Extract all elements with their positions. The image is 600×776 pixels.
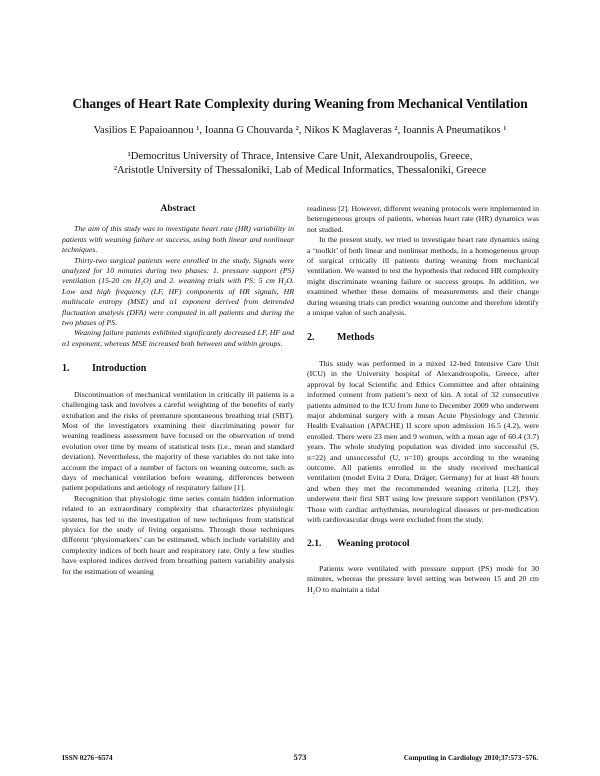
body-paragraph: In the present study, we tried to investigate heart rate dynamics using a ‘toolkit’ of both linear and nonlinear methods, in a homogeneous group of surgical critically ill patients during weaning from mechanical ventilation. We wanted to test the hypothesis that reduced HR complexity might discriminate weaning failure or success groups. In addition, we examined whether these domains of measurements and their change during weaning trials can predict weaning outcome and therefore identify a unique value of such analysis. [307, 235, 539, 318]
section-heading-introduction [62, 364, 294, 374]
footer-citation: Computing in Cardiology 2010;37:573−576. [403, 754, 538, 762]
section-number: 1. [62, 363, 70, 375]
section-title: Methods [337, 332, 375, 344]
section-number: 2. [307, 332, 315, 344]
abstract-paragraph: Thirty-two surgical patients were enrolled in the study. Signals were analyzed for 10 minutes during two phases: 1. pressure support (PS) ventilation (15-20 cm H₂O) and 2. weaning trials with PS: 5 cm H₂O. Low and high frequency (LF, HF) components of HR signals, HR multiscale entropy (MSE) and α1 exponent derived from detrended fluctuation analysis (DFA) were computed in all patients and during the two phases of PS. [62, 255, 294, 328]
section-title: Introduction [92, 363, 147, 375]
subsection-title: Weaning protocol [337, 538, 410, 550]
author-list: Vasilios E Papaioannou ¹, Ioanna G Chouvarda ², Nikos K Maglaveras ², Ioannis A Pneumatikos ¹ [93, 125, 507, 136]
body-paragraph: Discontinuation of mechanical ventilation in critically ill patients is a challenging task and involves a careful weighting of the benefits of early extubation and the risks of premature spontaneous breathing trial (SBT). Most of the investigators examining their discriminating power for weaning readiness assessment have focused on the observation of trend evolution over time by means of statistical tests (i.e., mean and standard deviation). Nevertheless, the majority of these variables do not take into account the impact of a number of factors on weaning outcome, such as days of mechanical ventilation before weaning, differences between patient populations and aetiology of respiratory failure [1]. [62, 389, 294, 493]
abstract-heading: Abstract [160, 204, 196, 214]
body-paragraph: Patients were ventilated with pressure support (PS) mode for 30 minutes, whereas the pressure level setting was between 15 and 20 cm H₂O to maintain a tidal [307, 563, 539, 594]
body-paragraph: readiness [2]. However, different weaning protocols were implemented in heterogeneous groups of patients, whereas heart rate (HR) dynamics was not studied. [307, 204, 539, 234]
subsection-number: 2.1. [307, 538, 322, 550]
footer-page-number: 573 [293, 752, 307, 762]
subsection-heading-weaning-protocol [307, 539, 539, 549]
body-paragraph: Recognition that physiologic time series contain hidden information related to an extraordinary complexity that characterizes physiologic systems, has led to the investigation of new techniques from statistical physics for the study of living organisms. Through those techniques different ‘physiomarkers’ can be estimated, which include variability and complexity indices of both heart and respiratory rate. Only a few studies have explored indices derived from breathing pattern variability analysis for the estimation of weaning [62, 493, 294, 576]
section-heading-methods [307, 333, 539, 343]
abstract-section [62, 204, 294, 349]
affiliation-1: ¹Democritus University of Thrace, Intensive Care Unit, Alexandroupolis, Greece, [127, 151, 473, 162]
footer-issn: ISSN 0276−6574 [62, 754, 113, 762]
abstract-paragraph: Weaning failure patients exhibited significantly decreased LF, HF and α1 exponent, whereas MSE increased both between and within groups. [62, 328, 294, 348]
paper-title: Changes of Heart Rate Complexity during Weaning from Mechanical Ventilation [72, 96, 528, 111]
body-paragraph: This study was performed in a mixed 12-bed Intensive Care Unit (ICU) in the University hospital of Alexandroupolis, Greece, after approval by local Scientific and Ethics Committee and after obtaining informed consent from patient’s next of kin. A total of 32 consecutive patients admitted to the ICU from June to December 2009 who underwent major abdominal surgery with a mean Acute Physiology and Chronic Health Evaluation (APACHE) II score upon admission 16.5 (4.2), were enrolled. There were 23 men and 9 women, with a mean age of 60.4 (3.7) years. The whole studying population was divided into successful (S, n=22) and unsuccessful (U, n=10) groups according to the weaning outcome. All patients enrolled in the study received mechanical ventilation (model Evita 2 Dura, Dräger, Germany) for at least 48 hours and when they met the recommended weaning criteria [1,2], they underwent their first SBT using low pressure support ventilation (PSV). Those with cardiac arrhythmias, neurological diseases or pre-medication with cardiovascular drugs were excluded from the study. [307, 358, 539, 524]
abstract-paragraph: The aim of this study was to investigate heart rate (HR) variability in patients with weaning failure or success, using both linear and nonlinear techniques. [62, 224, 294, 255]
right-column [307, 204, 539, 595]
affiliation-2: ²Aristotle University of Thessaloniki, Lab of Medical Informatics, Thessaloniki, Greece [113, 165, 487, 176]
left-column [62, 204, 294, 577]
